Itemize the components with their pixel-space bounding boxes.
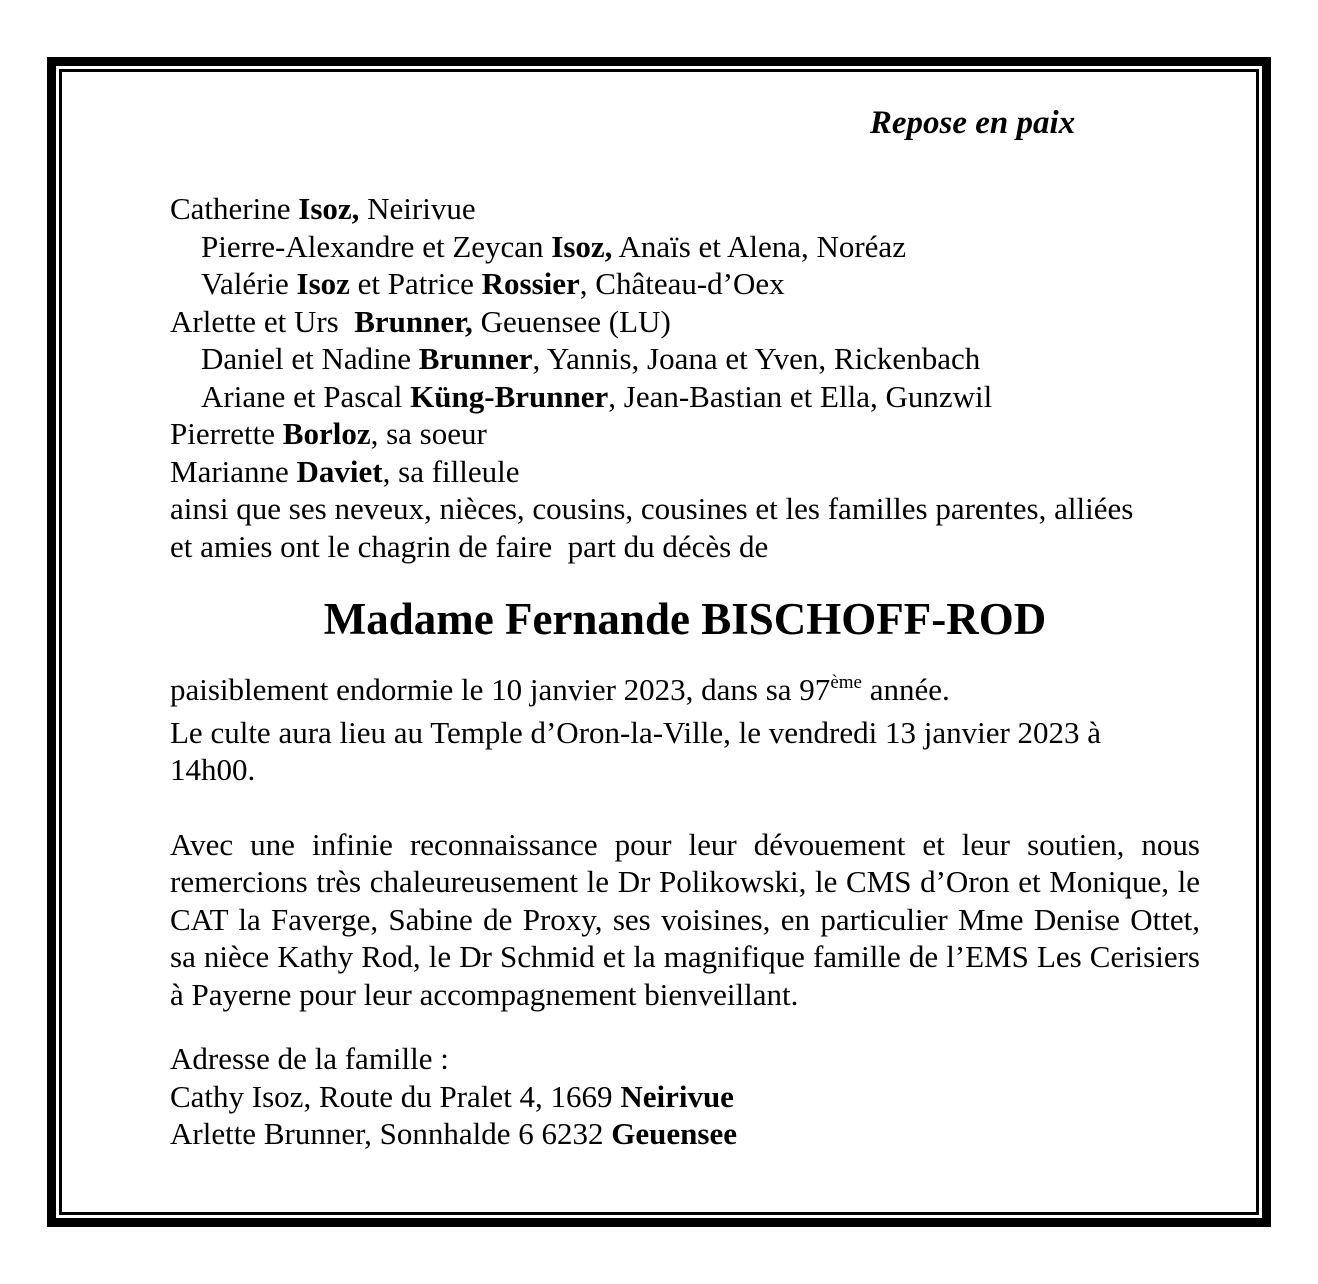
- family-line: Marianne Daviet, sa filleule: [170, 453, 520, 489]
- notice-line: Le culte aura lieu au Temple d’Oron-la-Ville, le vendredi 13 janvier 2023 à: [170, 714, 1102, 750]
- family-list: [170, 190, 1200, 565]
- death-notice-paragraph: [170, 671, 1200, 789]
- notice-line: [170, 671, 1200, 714]
- address-title: Adresse de la famille :: [170, 1041, 449, 1076]
- family-line: Ariane et Pascal Küng-Brunner, Jean-Bastian et Ella, Gunzwil: [201, 378, 993, 414]
- family-line: Pierrette Borloz, sa soeur: [170, 416, 487, 451]
- family-line: Catherine Isoz, Neirivue: [170, 191, 476, 226]
- epitaph-text: Repose en paix: [869, 105, 1076, 141]
- acknowledgements-paragraph: Avec une infinie reconnaissance pour leur dévouement et leur soutien, nous remercions très chaleureusement le Dr Polikowski, le CMS d’Oron et Monique, le CAT la Faverge, Sabine de Proxy, ses voisines, en particulier Mme Denise Ottet, sa nièce Kathy Rod, le Dr Schmid et la magnifique famille de l’EMS Les Cerisiers à Payerne pour leur accompagnement bienveillant.: [170, 826, 1200, 1012]
- family-address-block: [170, 1040, 1200, 1153]
- family-line: ainsi que ses neveux, nièces, cousins, cousines et les familles parentes, alliées: [170, 491, 1134, 526]
- address-line: Cathy Isoz, Route du Pralet 4, 1669 Neirivue: [170, 1078, 734, 1114]
- notice-line: 14h00.: [170, 752, 256, 787]
- family-line: Valérie Isoz et Patrice Rossier, Château-d’Oex: [201, 266, 785, 301]
- family-line: Arlette et Urs Brunner, Geuensee (LU): [170, 303, 671, 339]
- family-line: et amies ont le chagrin de faire part du décès de: [170, 528, 769, 564]
- deceased-name-headline: Madame Fernande BISCHOFF-ROD: [323, 594, 1047, 644]
- notice-line1-post: année.: [861, 672, 950, 707]
- announcement-inner-frame: [59, 69, 1259, 1215]
- family-line: Daniel et Nadine Brunner, Yannis, Joana et Yven, Rickenbach: [201, 341, 981, 376]
- ordinal-superscript: ème: [830, 672, 862, 693]
- notice-line1-pre: paisiblement endormie le 10 janvier 2023, dans sa 97: [170, 672, 831, 707]
- family-line: Pierre-Alexandre et Zeycan Isoz, Anaïs et Alena, Noréaz: [201, 228, 906, 264]
- address-line: Arlette Brunner, Sonnhalde 6 6232 Geuensee: [170, 1116, 737, 1151]
- announcement-outer-frame: [47, 57, 1271, 1227]
